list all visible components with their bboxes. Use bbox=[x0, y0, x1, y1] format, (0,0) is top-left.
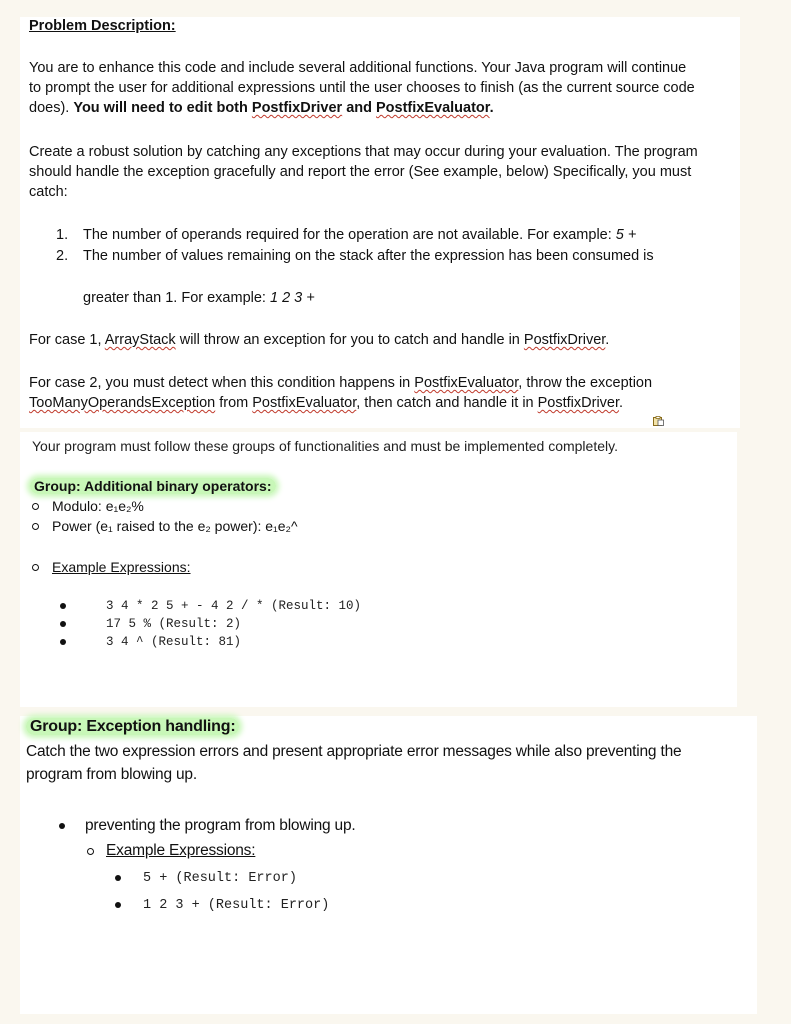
bullet-icon bbox=[115, 875, 121, 881]
list-item-1: The number of operands required for the operation are not available. For example: 5 + bbox=[83, 227, 637, 243]
error-example-expression: 1 2 3 + (Result: Error) bbox=[143, 898, 330, 913]
exception-desc-line-2: program from blowing up. bbox=[26, 766, 197, 783]
case-2-line-2: TooManyOperandsException from PostfixEvaluator, then catch and handle it in PostfixDriver. bbox=[29, 395, 624, 411]
power-item: Power (e₁ raised to the e₂ power): e₁e₂^ bbox=[52, 518, 298, 534]
paragraph-2-line-3: catch: bbox=[29, 184, 68, 200]
example-expression: 3 4 ^ (Result: 81) bbox=[106, 635, 242, 649]
example-expression: 17 5 % (Result: 2) bbox=[106, 617, 242, 631]
bullet-icon bbox=[115, 902, 121, 908]
list-number-2: 2. bbox=[56, 248, 69, 264]
exception-desc-line-1: Catch the two expression errors and present appropriate error messages while also preventing the bbox=[26, 743, 682, 760]
exception-bullet: preventing the program from blowing up. bbox=[85, 817, 356, 834]
paragraph-2-line-2: should handle the exception gracefully and report the error (See example, below) Specifically, you must bbox=[29, 164, 692, 180]
bullet-icon bbox=[59, 823, 65, 829]
problem-heading: Problem Description: bbox=[29, 18, 176, 34]
exception-examples-label: Example Expressions: bbox=[106, 842, 256, 859]
circle-bullet-icon bbox=[87, 848, 94, 855]
error-example-expression: 5 + (Result: Error) bbox=[143, 871, 297, 886]
bullet-icon bbox=[60, 603, 66, 609]
list-item-2-continued: greater than 1. For example: 1 2 3 + bbox=[83, 290, 315, 306]
paste-options-icon[interactable] bbox=[653, 416, 664, 426]
bullet-icon bbox=[60, 621, 66, 627]
circle-bullet-icon bbox=[32, 503, 39, 510]
list-item-2: The number of values remaining on the stack after the expression has been consumed is bbox=[83, 248, 654, 264]
example-expression: 3 4 * 2 5 + - 4 2 / * (Result: 10) bbox=[106, 599, 362, 613]
paragraph-2-line-1: Create a robust solution by catching any exceptions that may occur during your evaluation. The program bbox=[29, 144, 698, 160]
circle-bullet-icon bbox=[32, 564, 39, 571]
group-binary-heading: Group: Additional binary operators: bbox=[30, 477, 276, 496]
case-1-text: For case 1, ArrayStack will throw an exception for you to catch and handle in PostfixDriver. bbox=[29, 332, 610, 348]
paragraph-1-line-2: to prompt the user for additional expressions until the user chooses to finish (as the current source code bbox=[29, 80, 695, 96]
list-number-1: 1. bbox=[56, 227, 69, 243]
modulo-item: Modulo: e₁e₂% bbox=[52, 498, 144, 514]
examples-label: Example Expressions: bbox=[52, 559, 191, 575]
circle-bullet-icon bbox=[32, 523, 39, 530]
paragraph-1-line-1: You are to enhance this code and include several additional functions. Your Java program will continue bbox=[29, 60, 687, 76]
postfix-evaluator-ref: PostfixEvaluator bbox=[376, 100, 490, 116]
case-2-line-1: For case 2, you must detect when this condition happens in PostfixEvaluator, throw the exception bbox=[29, 375, 653, 391]
postfix-driver-ref: PostfixDriver bbox=[251, 100, 343, 116]
paragraph-1-line-3: does). You will need to edit both PostfixDriver and PostfixEvaluator. bbox=[29, 100, 494, 116]
bullet-icon bbox=[60, 639, 66, 645]
group-intro: Your program must follow these groups of functionalities and must be implemented completely. bbox=[32, 438, 618, 454]
group-exception-heading: Group: Exception handling: bbox=[26, 716, 239, 738]
